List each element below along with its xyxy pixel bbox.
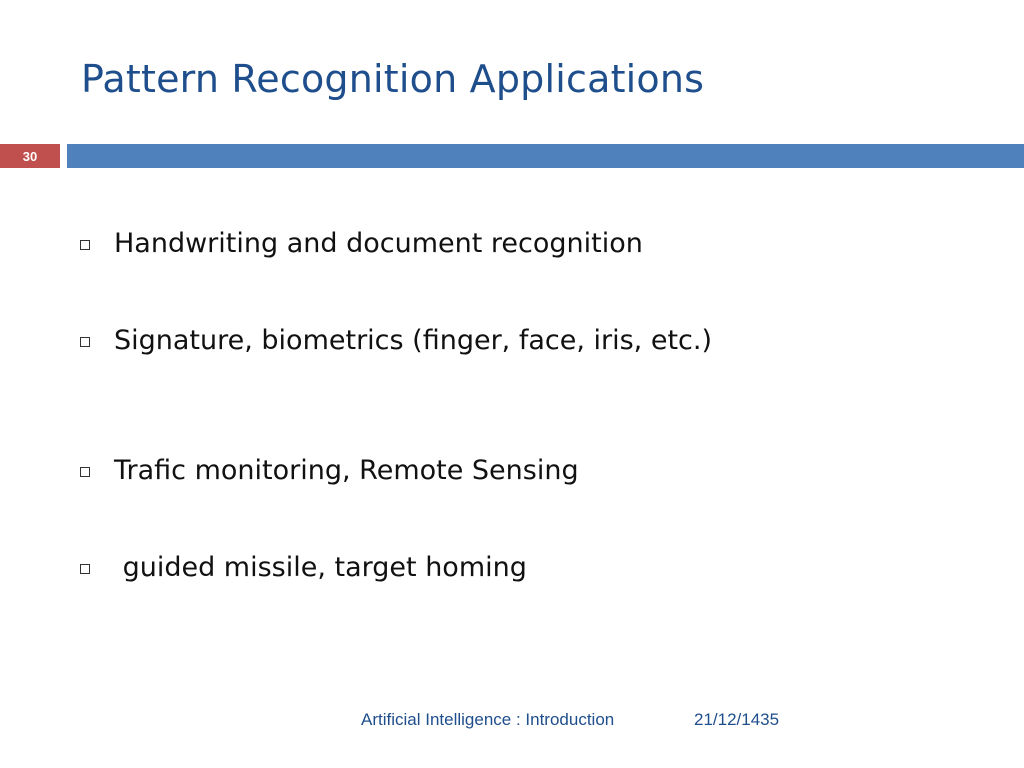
bullet-text: Handwriting and document recognition bbox=[114, 228, 643, 259]
bullet-item bbox=[80, 325, 712, 356]
bullet-text: Signature, biometrics (finger, face, iris, etc.) bbox=[114, 325, 713, 356]
footer-date: 21/12/1435 bbox=[694, 710, 780, 729]
square-bullet-icon bbox=[80, 467, 90, 477]
slide-number: 30 bbox=[22, 148, 38, 164]
square-bullet-icon bbox=[80, 564, 90, 574]
bullet-text: Trafic monitoring, Remote Sensing bbox=[114, 455, 579, 486]
slide-title: Pattern Recognition Applications bbox=[81, 57, 705, 101]
bullet-text: guided missile, target homing bbox=[114, 552, 527, 583]
bullet-item bbox=[80, 455, 579, 486]
title-rule-bar bbox=[67, 144, 1024, 168]
square-bullet-icon bbox=[80, 240, 90, 250]
footer-title: Artificial Intelligence : Introduction bbox=[361, 710, 615, 729]
square-bullet-icon bbox=[80, 337, 90, 347]
bullet-item bbox=[80, 228, 643, 259]
bullet-item bbox=[80, 552, 527, 583]
slide-number-badge bbox=[0, 144, 60, 168]
